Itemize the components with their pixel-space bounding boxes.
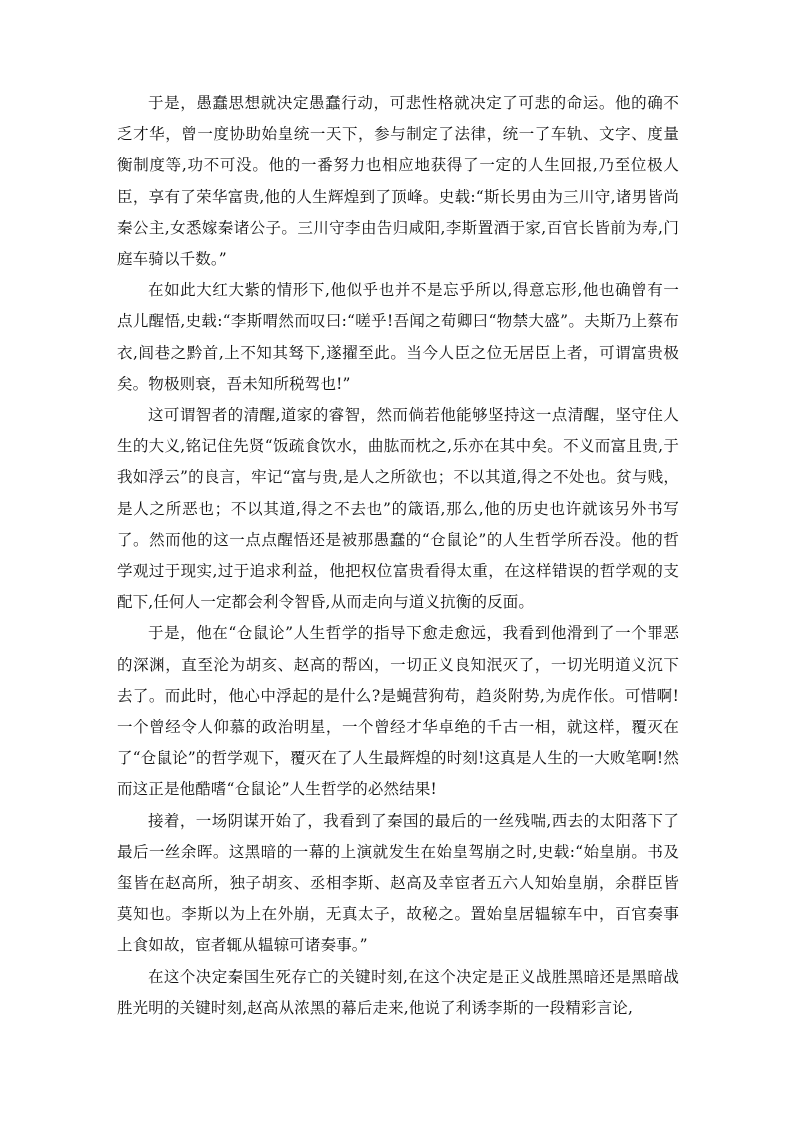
paragraph-3: 这可谓智者的清醒,道家的睿智，然而倘若他能够坚持这一点清醒，坚守住人生的大义,铭记住先贤“饭疏食饮水，曲肱而枕之,乐亦在其中矣。不义而富且贵,于我如浮云”的良言，牢记“富与贵,是人之所欲也；不以其道,得之不处也。贫与贱，是人之所恶也；不以其道,得之不去也”的箴语,那么,他的历史也许就该另外书写了。然而他的这一点点醒悟还是被那愚蠢的“仓鼠论”的人生哲学所吞没。他的哲学观过于现实,过于追求利益，他把权位富贵看得太重，在这样错误的哲学观的支配下,任何人一定都会利令智昏,从而走向与道义抗衡的反面。 xyxy=(117,406,679,612)
paragraph-5: 接着，一场阴谋开始了，我看到了秦国的最后的一丝残喘,西去的太阳落下了最后一丝余晖。这黑暗的一幕的上演就发生在始皇驾崩之时,史载:“始皇崩。书及玺皆在赵高所，独子胡亥、丞相李斯、赵高及幸宦者五六人知始皇崩，余群臣皆莫知也。李斯以为上在外崩，无真太子，故秘之。置始皇居辒辌车中，百官奏事上食如故，宦者辄从辒辌可诸奏事。” xyxy=(117,811,679,955)
paragraph-6: 在这个决定秦国生死存亡的关键时刻,在这个决定是正义战胜黑暗还是黑暗战胜光明的关键时刻,赵高从浓黑的幕后走来,他说了利诱李斯的一段精彩言论, xyxy=(117,967,679,1017)
paragraph-1: 于是，愚蠢思想就决定愚蠢行动，可悲性格就决定了可悲的命运。他的确不乏才华，曾一度协助始皇统一天下，参与制定了法律，统一了车轨、文字、度量衡制度等,功不可没。他的一番努力也相应地获得了一定的人生回报,乃至位极人臣，享有了荣华富贵,他的人生辉煌到了顶峰。史载:“斯长男由为三川守,诸男皆尚秦公主,女悉嫁秦诸公子。三川守李由告归咸阳,李斯置酒于家,百官长皆前为寿,门庭车骑以千数。” xyxy=(117,94,679,269)
paragraph-4: 于是，他在“仓鼠论”人生哲学的指导下愈走愈远，我看到他滑到了一个罪恶的深渊，直至沦为胡亥、赵高的帮凶，一切正义良知泯灭了，一切光明道义沉下去了。而此时，他心中浮起的是什么?是蝇营狗苟，趋炎附势,为虎作伥。可惜啊!一个曾经令人仰慕的政治明星，一个曾经才华卓绝的千古一相，就这样，覆灭在了“仓鼠论”的哲学观下，覆灭在了人生最辉煌的时刻!这真是人生的一大败笔啊!然而这正是他酷嗜“仓鼠论”人生哲学的必然结果! xyxy=(117,624,679,799)
document-body xyxy=(117,88,679,1024)
paragraph-2: 在如此大红大紫的情形下,他似乎也并不是忘乎所以,得意忘形,他也确曾有一点儿醒悟,史载:“李斯喟然而叹曰:“嗟乎!吾闻之荀卿曰“物禁大盛”。夫斯乃上蔡布衣,闾巷之黔首,上不知其驽下,遂擢至此。当今人臣之位无居臣上者，可谓富贵极矣。物极则衰，吾未知所税驾也!” xyxy=(117,281,679,393)
